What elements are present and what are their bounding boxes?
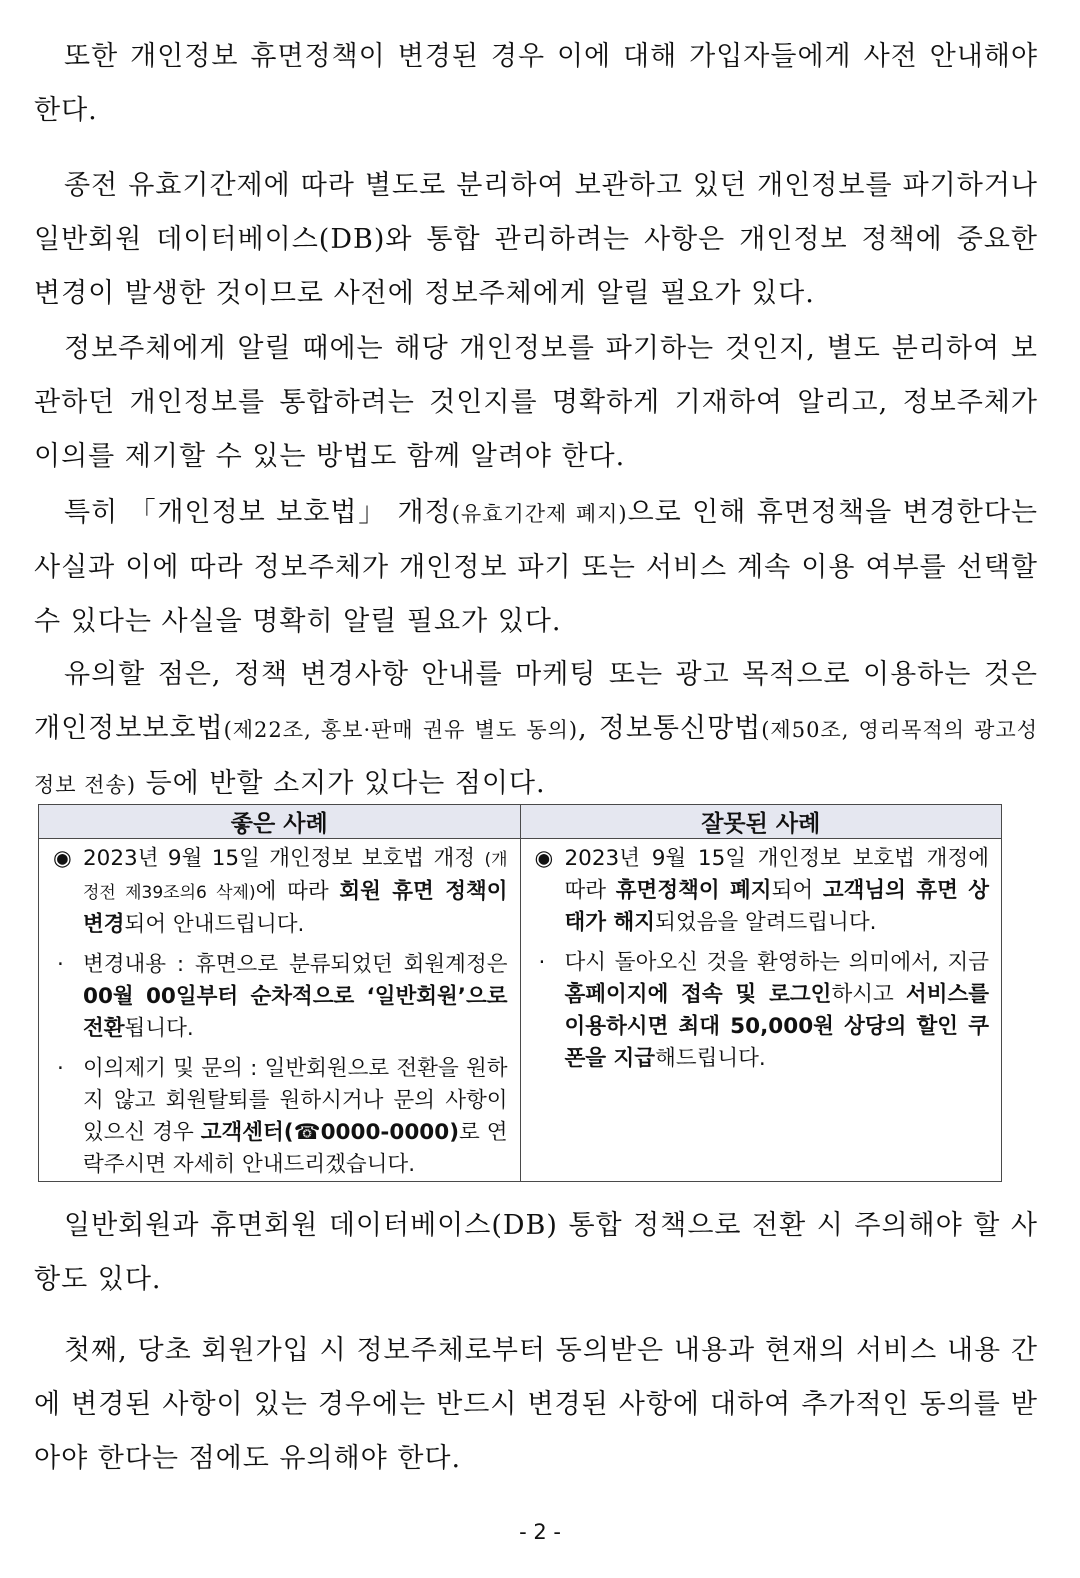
bullet-dot-icon: · <box>57 1056 64 1081</box>
bad-example-bullet-coupon <box>535 947 990 1075</box>
paragraph-5 <box>34 648 1038 812</box>
example-table <box>38 804 1002 1182</box>
good-lead-text-2: 에 따라 <box>255 879 340 904</box>
good-lead-note: (개정전 제39조의6 삭제) <box>83 850 508 903</box>
good-example-header: 좋은 사례 <box>39 805 521 839</box>
paragraph-7: 첫째, 당초 회원가입 시 정보주체로부터 동의받은 내용과 현재의 서비스 내용 간에 변경된 사항이 있는 경우에는 반드시 변경된 사항에 대하여 추가적인 동의를 받아야 한다는 점에도 유의해야 한다. <box>34 1335 1038 1474</box>
bad-b1-bold-2: 서비스를 이용하시면 최대 50,000원 상당의 할인 쿠폰을 지급 <box>564 982 989 1071</box>
good-example-cell <box>39 839 521 1182</box>
good-b2-text-1: 이의제기 및 문의 : 일반회원으로 전환을 원하지 않고 회원탈퇴를 원하시거나 문의 사항이 있으신 경우 <box>83 1056 508 1145</box>
good-lead-text-3: 되어 안내드립니다. <box>124 912 305 937</box>
good-b1-bold: 00월 00일부터 순차적으로 ‘일반회원’으로 전환 <box>83 984 508 1041</box>
bullet-dot-icon: · <box>538 950 546 975</box>
paragraph-2: 종전 유효기간제에 따라 별도로 분리하여 보관하고 있던 개인정보를 파기하거나 일반회원 데이터베이스(DB)와 통합 관리하려는 사항은 개인정보 정책에 중요한 변경이 발생한 것이므로 사전에 정보주체에게 알릴 필요가 있다. <box>34 170 1038 309</box>
bad-b1-text-2: 하시고 <box>831 982 906 1007</box>
page-number: - 2 - <box>519 1520 561 1544</box>
target-mark-icon: ◉ <box>53 846 72 871</box>
paragraph-5-text-a: 유의할 점은, 정책 변경사항 안내를 마케팅 또는 광고 목적으로 이용하는 것은 개인정보보호법 <box>34 659 1038 744</box>
good-b1-text-2: 됩니다. <box>124 1016 194 1041</box>
good-example-bullet-change <box>53 949 508 1045</box>
bad-example-header: 잘못된 사례 <box>520 805 1002 839</box>
good-b1-text-1: 변경내용 : 휴면으로 분류되었던 회원계정은 <box>83 952 508 977</box>
paragraph-3: 정보주체에게 알릴 때에는 해당 개인정보를 파기하는 것인지, 별도 분리하여 보관하던 개인정보를 통합하려는 것인지를 명확하게 기재하여 알리고, 정보주체가 이의를 제기할 수 있는 방법도 함께 알려야 한다. <box>34 333 1038 472</box>
paragraph-5-text-b: , 정보통신망법 <box>578 713 762 744</box>
paragraph-5-note-b: (제50조, 영리목적의 광고성 정보 전송) <box>34 718 1038 797</box>
good-example-bullet-inquiry <box>53 1053 508 1181</box>
bad-example-lead <box>535 843 990 939</box>
bad-lead-text-1: 2023년 9월 15일 개인정보 보호법 개정에 따라 <box>564 846 989 903</box>
good-example-lead <box>53 843 508 941</box>
paragraph-5-note-a: (제22조, 홍보·판매 권유 별도 동의) <box>223 718 579 742</box>
good-b2-text-2: 로 연락주시면 자세히 안내드리겠습니다. <box>83 1120 508 1177</box>
bad-lead-bold-1: 휴면정책이 폐지 <box>615 878 772 903</box>
bad-b1-text-3: 해드립니다. <box>655 1046 766 1071</box>
paragraph-4 <box>34 486 1038 649</box>
bad-lead-bold-2: 고객님의 휴면 상태가 해지 <box>564 878 990 935</box>
bad-b1-text-1: 다시 돌아오신 것을 환영하는 의미에서, 지금 <box>564 950 989 975</box>
bullet-dot-icon: · <box>57 952 64 977</box>
bad-b1-bold-1: 홈페이지에 접속 및 로그인 <box>564 982 832 1007</box>
good-lead-bold: 회원 휴면 정책이 변경 <box>83 879 508 937</box>
paragraph-4-text-b: 으로 인해 휴면정책을 변경한다는 사실과 이에 따라 정보주체가 개인정보 파기 또는 서비스 계속 이용 여부를 선택할 수 있다는 사실을 명확히 알릴 필요가 있다. <box>34 497 1039 637</box>
bad-lead-text-2: 되어 <box>771 878 823 903</box>
bad-example-cell <box>520 839 1002 1182</box>
paragraph-4-text-a: 특히 「개인정보 보호법」 개정 <box>64 497 452 528</box>
good-lead-text-1: 2023년 9월 15일 개인정보 보호법 개정 <box>83 846 485 871</box>
paragraph-1: 또한 개인정보 휴면정책이 변경된 경우 이에 대해 가입자들에게 사전 안내해야 한다. <box>34 41 1038 126</box>
bad-lead-text-3: 되었음을 알려드립니다. <box>655 910 877 935</box>
paragraph-5-text-c: 등에 반할 소지가 있다는 점이다. <box>136 768 546 799</box>
paragraph-6: 일반회원과 휴면회원 데이터베이스(DB) 통합 정책으로 전환 시 주의해야 할 사항도 있다. <box>34 1210 1038 1295</box>
target-mark-icon: ◉ <box>534 846 554 871</box>
good-b2-bold: 고객센터(☎0000-0000) <box>200 1120 460 1145</box>
paragraph-4-note: (유효기간제 폐지) <box>451 502 628 526</box>
